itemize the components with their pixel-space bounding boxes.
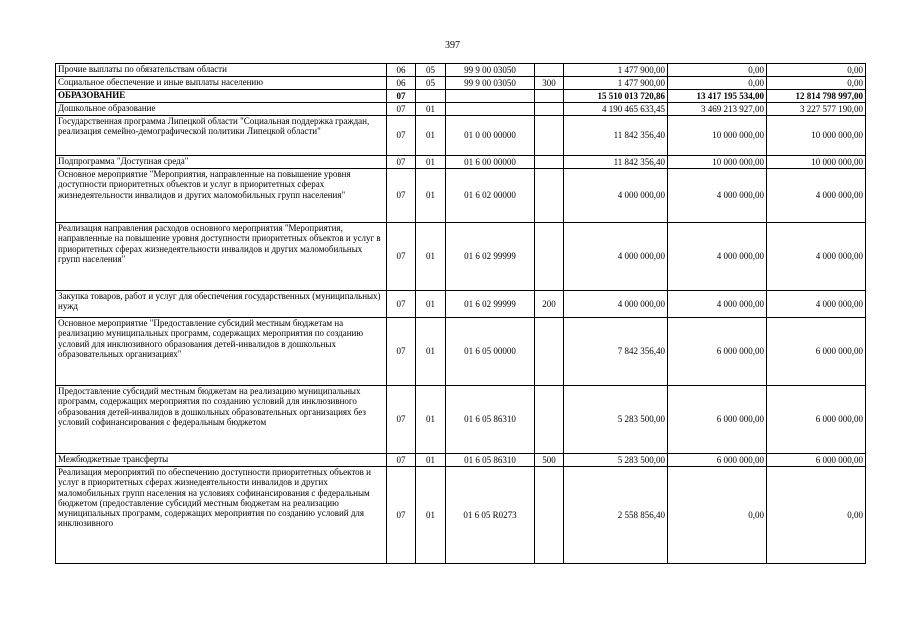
table-row: [56, 467, 866, 564]
amount-year1-cell: 11 842 356,40: [564, 156, 668, 169]
amount-year1-cell: 4 190 465 633,45: [564, 103, 668, 116]
amount-year2-cell: 6 000 000,00: [668, 386, 767, 454]
amount-year2-cell: 6 000 000,00: [668, 318, 767, 386]
expense-name-cell: Реализация направления расходов основного мероприятия "Мероприятия, направленные на повышение уровня доступности приоритетных объектов и услуг в приоритетных сферах жизнедеятельности инвалидов и других маломобильных групп населения": [56, 223, 387, 291]
section-code-cell: 07: [387, 169, 416, 223]
amount-year2-cell: 4 000 000,00: [668, 169, 767, 223]
expense-name-cell: Социальное обеспечение и иные выплаты населению: [56, 77, 387, 90]
amount-year3-cell: 3 227 577 190,00: [767, 103, 866, 116]
expense-type-cell: [535, 223, 564, 291]
amount-year3-cell: 10 000 000,00: [767, 156, 866, 169]
target-article-cell: 01 6 05 00000: [446, 318, 535, 386]
expense-name-cell: Реализация мероприятий по обеспечению доступности приоритетных объектов и услуг в приоритетных сферах жизнедеятельности инвалидов и других маломобильных групп населения на условиях софинансирования с федеральным бюджетом (предоставление субсидий местным бюджетам на реализацию муниципальных программ, содержащих мероприятия по созданию условий для инклюзивного: [56, 467, 387, 564]
subsection-code-cell: 05: [416, 64, 446, 77]
expense-name-cell: Предоставление субсидий местным бюджетам на реализацию муниципальных программ, содержащих мероприятия по созданию условий для инклюзивного образования детей-инвалидов в дошкольных образовательных организациях без условий софинансирования с федеральным бюджетом: [56, 386, 387, 454]
amount-year1-cell: 1 477 900,00: [564, 77, 668, 90]
section-code-cell: 07: [387, 90, 416, 103]
budget-table: [55, 63, 866, 564]
section-code-cell: 06: [387, 64, 416, 77]
table-body: [56, 64, 866, 564]
table-row: [56, 223, 866, 291]
expense-type-cell: [535, 64, 564, 77]
table-row: [56, 291, 866, 318]
amount-year3-cell: 6 000 000,00: [767, 454, 866, 467]
expense-name-cell: Закупка товаров, работ и услуг для обеспечения государственных (муниципальных) нужд: [56, 291, 387, 318]
amount-year2-cell: 0,00: [668, 467, 767, 564]
subsection-code-cell: 01: [416, 156, 446, 169]
table-row: [56, 318, 866, 386]
expense-type-cell: [535, 116, 564, 156]
target-article-cell: 01 6 05 R0273: [446, 467, 535, 564]
amount-year1-cell: 11 842 356,40: [564, 116, 668, 156]
amount-year2-cell: 13 417 195 534,00: [668, 90, 767, 103]
amount-year1-cell: 4 000 000,00: [564, 223, 668, 291]
expense-name-cell: Основное мероприятие "Мероприятия, направленные на повышение уровня доступности приоритетных объектов и услуг в приоритетных сферах жизнедеятельности инвалидов и других маломобильных групп населения": [56, 169, 387, 223]
expense-type-cell: [535, 103, 564, 116]
amount-year1-cell: 2 558 856,40: [564, 467, 668, 564]
amount-year2-cell: 0,00: [668, 77, 767, 90]
target-article-cell: 01 6 05 86310: [446, 454, 535, 467]
subsection-code-cell: 01: [416, 103, 446, 116]
table-row: [56, 116, 866, 156]
amount-year1-cell: 1 477 900,00: [564, 64, 668, 77]
amount-year1-cell: 4 000 000,00: [564, 169, 668, 223]
expense-type-cell: [535, 156, 564, 169]
amount-year3-cell: 4 000 000,00: [767, 223, 866, 291]
expense-type-cell: [535, 318, 564, 386]
expense-type-cell: [535, 90, 564, 103]
subsection-code-cell: 01: [416, 169, 446, 223]
target-article-cell: 99 9 00 03050: [446, 64, 535, 77]
expense-name-cell: Межбюджетные трансферты: [56, 454, 387, 467]
table-row: [56, 77, 866, 90]
amount-year2-cell: 10 000 000,00: [668, 116, 767, 156]
expense-name-cell: Основное мероприятие "Предоставление субсидий местным бюджетам на реализацию муниципальных программ, содержащих мероприятия по созданию условий для инклюзивного образования детей-инвалидов в дошкольных образовательных организациях": [56, 318, 387, 386]
target-article-cell: 01 6 00 00000: [446, 156, 535, 169]
expense-type-cell: [535, 467, 564, 564]
expense-type-cell: 300: [535, 77, 564, 90]
expense-name-cell: Государственная программа Липецкой области "Социальная поддержка граждан, реализация семейно-демографической политики Липецкой области": [56, 116, 387, 156]
subsection-code-cell: 01: [416, 467, 446, 564]
section-code-cell: 06: [387, 77, 416, 90]
target-article-cell: 01 6 05 86310: [446, 386, 535, 454]
section-code-cell: 07: [387, 156, 416, 169]
amount-year1-cell: 5 283 500,00: [564, 386, 668, 454]
subsection-code-cell: 05: [416, 77, 446, 90]
expense-name-cell: Прочие выплаты по обязательствам области: [56, 64, 387, 77]
subsection-code-cell: 01: [416, 386, 446, 454]
table-row: [56, 386, 866, 454]
target-article-cell: [446, 90, 535, 103]
table-row: [56, 103, 866, 116]
target-article-cell: 01 0 00 00000: [446, 116, 535, 156]
subsection-code-cell: 01: [416, 291, 446, 318]
expense-type-cell: 200: [535, 291, 564, 318]
section-code-cell: 07: [387, 291, 416, 318]
section-code-cell: 07: [387, 223, 416, 291]
section-code-cell: 07: [387, 386, 416, 454]
expense-name-cell: Дошкольное образование: [56, 103, 387, 116]
amount-year1-cell: 4 000 000,00: [564, 291, 668, 318]
subsection-code-cell: 01: [416, 318, 446, 386]
target-article-cell: 01 6 02 99999: [446, 291, 535, 318]
amount-year2-cell: 4 000 000,00: [668, 223, 767, 291]
expense-name-cell: Подпрограмма "Доступная среда": [56, 156, 387, 169]
expense-type-cell: [535, 169, 564, 223]
amount-year2-cell: 3 469 213 927,00: [668, 103, 767, 116]
subsection-code-cell: 01: [416, 223, 446, 291]
amount-year3-cell: 6 000 000,00: [767, 318, 866, 386]
expense-name-cell: ОБРАЗОВАНИЕ: [56, 90, 387, 103]
table-row: [56, 64, 866, 77]
amount-year3-cell: 12 814 798 997,00: [767, 90, 866, 103]
target-article-cell: 99 9 00 03050: [446, 77, 535, 90]
subsection-code-cell: 01: [416, 116, 446, 156]
amount-year3-cell: 10 000 000,00: [767, 116, 866, 156]
section-code-cell: 07: [387, 467, 416, 564]
amount-year3-cell: 0,00: [767, 467, 866, 564]
table-row: [56, 454, 866, 467]
amount-year1-cell: 7 842 356,40: [564, 318, 668, 386]
table-row: [56, 169, 866, 223]
subsection-code-cell: [416, 90, 446, 103]
target-article-cell: 01 6 02 00000: [446, 169, 535, 223]
amount-year3-cell: 4 000 000,00: [767, 291, 866, 318]
section-code-cell: 07: [387, 116, 416, 156]
amount-year3-cell: 0,00: [767, 64, 866, 77]
expense-type-cell: 500: [535, 454, 564, 467]
section-code-cell: 07: [387, 103, 416, 116]
table-row: [56, 156, 866, 169]
amount-year3-cell: 6 000 000,00: [767, 386, 866, 454]
amount-year2-cell: 4 000 000,00: [668, 291, 767, 318]
section-code-cell: 07: [387, 318, 416, 386]
table-row: [56, 90, 866, 103]
amount-year3-cell: 0,00: [767, 77, 866, 90]
section-code-cell: 07: [387, 454, 416, 467]
amount-year3-cell: 4 000 000,00: [767, 169, 866, 223]
amount-year2-cell: 6 000 000,00: [668, 454, 767, 467]
amount-year1-cell: 15 510 013 720,86: [564, 90, 668, 103]
target-article-cell: [446, 103, 535, 116]
target-article-cell: 01 6 02 99999: [446, 223, 535, 291]
amount-year1-cell: 5 283 500,00: [564, 454, 668, 467]
amount-year2-cell: 0,00: [668, 64, 767, 77]
page-number: 397: [445, 40, 460, 51]
amount-year2-cell: 10 000 000,00: [668, 156, 767, 169]
expense-type-cell: [535, 386, 564, 454]
subsection-code-cell: 01: [416, 454, 446, 467]
